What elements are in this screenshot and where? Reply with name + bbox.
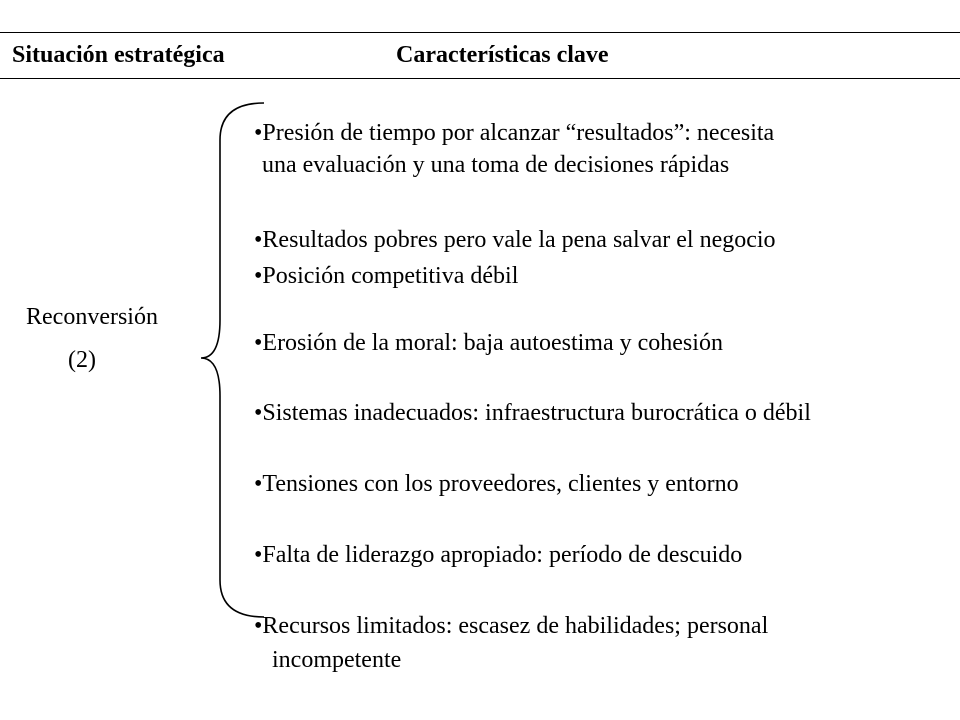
characteristic-item: •Tensiones con los proveedores, clientes y entorno: [254, 471, 739, 497]
situation-name: Reconversión: [26, 304, 158, 330]
situation-column-header: Situación estratégica: [12, 42, 225, 68]
header-top-rule: [0, 32, 960, 33]
header-bottom-rule: [0, 78, 960, 79]
characteristic-item: •Resultados pobres pero vale la pena salvar el negocio: [254, 227, 776, 253]
situation-number: (2): [68, 347, 96, 373]
characteristic-item: •Sistemas inadecuados: infraestructura burocrática o débil: [254, 400, 811, 426]
characteristic-item: •Presión de tiempo por alcanzar “resultados”: necesita: [254, 120, 775, 146]
characteristic-item-continuation: incompetente: [272, 647, 402, 673]
characteristic-item: •Recursos limitados: escasez de habilidades; personal: [254, 613, 769, 639]
characteristic-item: •Erosión de la moral: baja autoestima y cohesión: [254, 330, 723, 356]
characteristic-item-continuation: una evaluación y una toma de decisiones rápidas: [262, 152, 730, 178]
characteristics-column-header: Características clave: [396, 42, 609, 68]
characteristic-item: •Falta de liderazgo apropiado: período de descuido: [254, 542, 743, 568]
characteristic-item: •Posición competitiva débil: [254, 263, 519, 289]
